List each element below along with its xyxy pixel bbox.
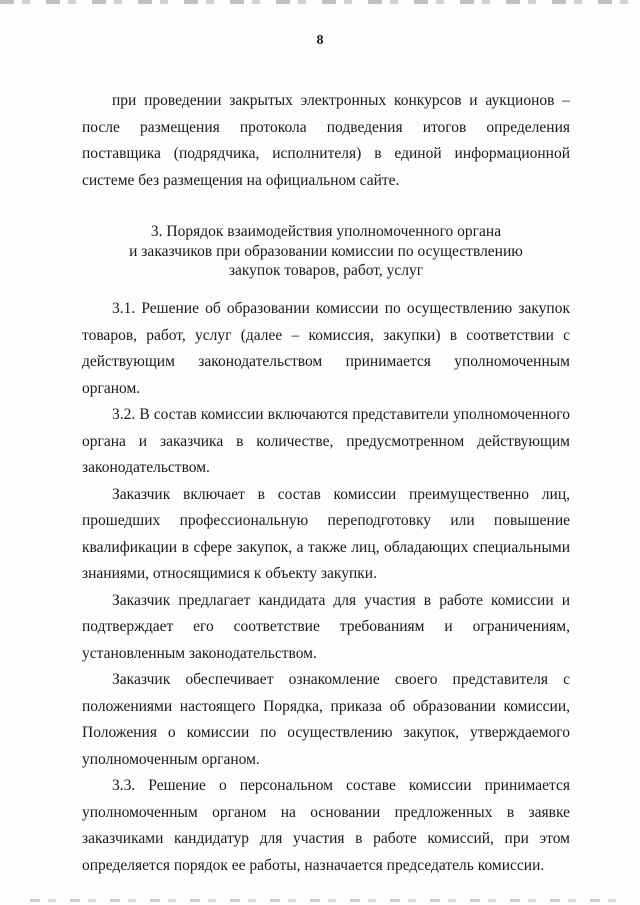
scan-artifact-bottom [30,899,630,902]
section-heading [82,222,570,281]
scan-artifact-top [0,0,640,4]
section-heading-line: закупок товаров, работ, услуг [228,262,424,279]
paragraph-customer-proposes: Заказчик предлагает кандидата для участия в работе комиссии и подтверждает его соответствие требованиям и ограничениям, установленным законодательством. [82,591,570,662]
paragraph-customer-includes: Заказчик включает в состав комиссии преимущественно лиц, прошедших профессиональную переподготовку или повышение квалификации в сфере закупок, а также лиц, обладающих специальными знаниями, относящимися к объекту закупки. [82,485,570,582]
paragraph-3-3: 3.3. Решение о персональном составе комиссии принимается уполномоченным органом на основании предложенных в заявке заказчиками кандидатур для участия в работе комиссий, при этом определяется порядок ее работы, назначается председатель комиссии. [82,777,570,874]
intro-block [82,88,570,194]
page-number: 8 [316,33,324,48]
intro-paragraph: при проведении закрытых электронных конкурсов и аукционов – после размещения протокола подведения итогов определения поставщика (подрядчика, исполнителя) в единой информационной системе без размещения на официальном сайте. [82,92,570,189]
section-heading-line: и заказчиков при образовании комиссии по осуществлению [129,242,523,260]
paragraph-3-2: 3.2. В состав комиссии включаются представители уполномоченного органа и заказчика в количестве, предусмотренном действующим законодательством. [82,406,570,476]
paragraph-customer-ensures: Заказчик обеспечивает ознакомление своего представителя с положениями настоящего Порядка, приказа об образовании комиссии, Положения о комиссии по осуществлению закупок, утверждаемого уполномоченным органом. [82,671,570,768]
section-heading-line: 3. Порядок взаимодействия уполномоченного органа [150,223,502,240]
section-body [82,296,570,879]
paragraph-3-1: 3.1. Решение об образовании комиссии по осуществлению закупок товаров, работ, услуг (далее – комиссия, закупки) в соответствии с действующим законодательством принимается уполномоченным органом. [82,300,570,397]
